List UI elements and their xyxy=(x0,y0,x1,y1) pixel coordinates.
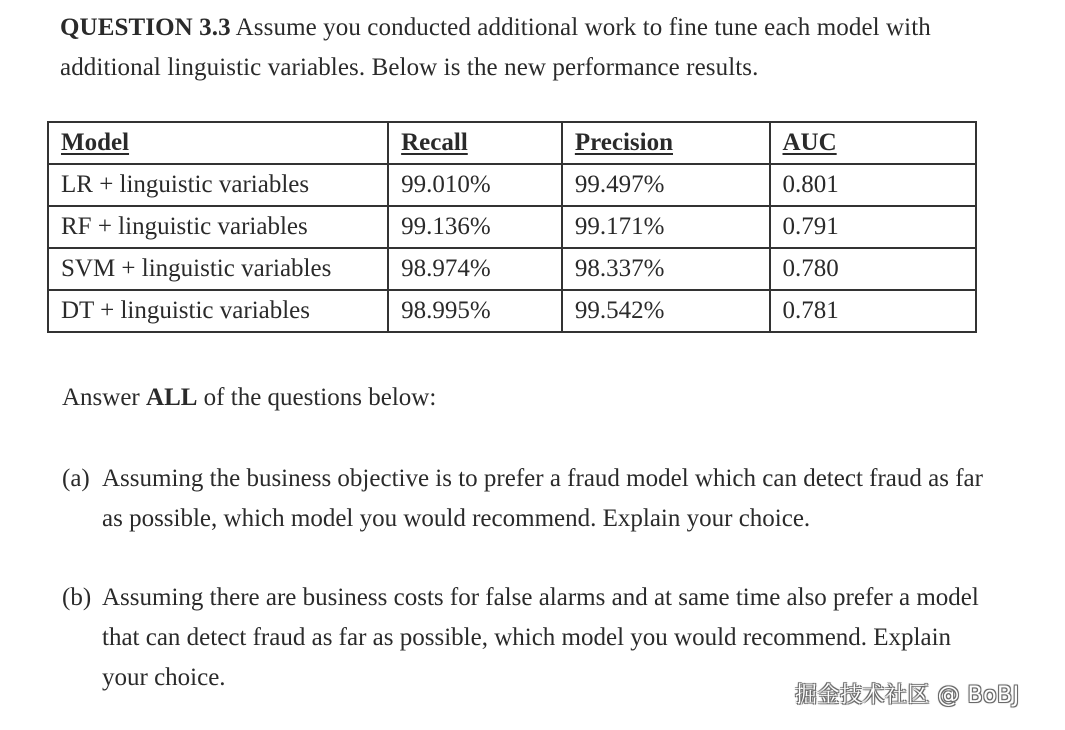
header-model: Model xyxy=(48,122,388,164)
cell-precision: 99.171% xyxy=(562,206,770,248)
question-a-text: Assuming the business objective is to prefer a fraud model which can detect fraud as far as possible, which model you would recommend. Explain your choice. xyxy=(102,465,983,532)
question-b-text: Assuming there are business costs for false alarms and at same time also prefer a model that can detect fraud as far as possible, which model you would recommend. Explain your choice. xyxy=(102,584,979,691)
question-a-letter: (a) xyxy=(62,465,90,492)
instruction-prefix: Answer xyxy=(62,384,147,411)
cell-model: RF + linguistic variables xyxy=(48,206,388,248)
instruction-emphasis: ALL xyxy=(146,384,198,411)
cell-recall: 98.995% xyxy=(388,290,562,332)
cell-auc: 0.780 xyxy=(770,248,977,290)
header-precision: Precision xyxy=(562,122,770,164)
instruction-suffix: of the questions below: xyxy=(197,384,437,411)
question-line-1 xyxy=(60,8,990,48)
header-auc: AUC xyxy=(770,122,977,164)
performance-table xyxy=(47,121,977,333)
question-b-letter: (b) xyxy=(62,584,92,611)
cell-recall: 99.010% xyxy=(388,164,562,206)
cell-auc: 0.801 xyxy=(770,164,977,206)
cell-model: DT + linguistic variables xyxy=(48,290,388,332)
table-header-row xyxy=(48,122,976,164)
question-a xyxy=(62,459,992,539)
table-row xyxy=(48,206,976,248)
table-row xyxy=(48,164,976,206)
header-recall: Recall xyxy=(388,122,562,164)
cell-recall: 98.974% xyxy=(388,248,562,290)
cell-precision: 98.337% xyxy=(562,248,770,290)
watermark: 掘金技术社区 @ BoBJ xyxy=(795,683,1020,708)
question-text-2: additional linguistic variables. Below is the new performance results. xyxy=(60,54,759,81)
instruction-line xyxy=(62,378,436,418)
cell-recall: 99.136% xyxy=(388,206,562,248)
cell-precision: 99.497% xyxy=(562,164,770,206)
table-row xyxy=(48,248,976,290)
cell-model: SVM + linguistic variables xyxy=(48,248,388,290)
cell-auc: 0.791 xyxy=(770,206,977,248)
cell-precision: 99.542% xyxy=(562,290,770,332)
table-row xyxy=(48,290,976,332)
question-label: QUESTION 3.3 xyxy=(60,14,231,41)
cell-auc: 0.781 xyxy=(770,290,977,332)
question-intro xyxy=(60,8,990,88)
question-text-1: Assume you conducted additional work to fine tune each model with xyxy=(230,14,931,41)
cell-model: LR + linguistic variables xyxy=(48,164,388,206)
